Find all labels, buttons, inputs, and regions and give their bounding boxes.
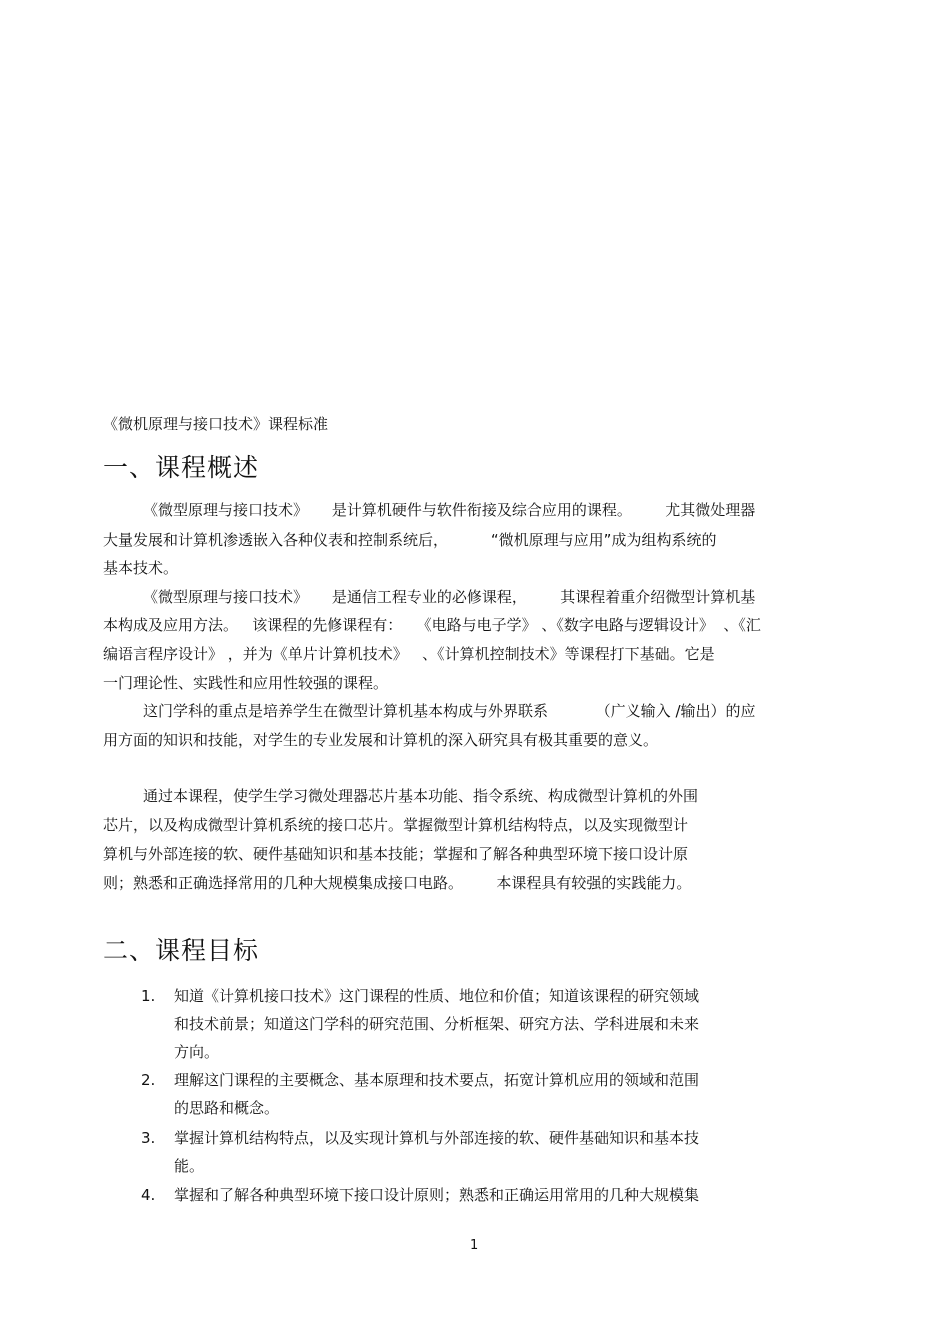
paragraph-line: 一门理论性、实践性和应用性较强的课程。: [103, 674, 389, 692]
paragraph-line: 芯片，以及构成微型计算机系统的接口芯片。掌握微型计算机结构特点，以及实现微型计: [103, 816, 689, 834]
section-heading-overview: 一、课程概述: [103, 453, 260, 482]
paragraph-line: 这门学科的重点是培养学生在微型计算机基本构成与外界联系 （广义输入 /输出）的应: [143, 702, 756, 720]
paragraph-line: 大量发展和计算机渗透嵌入各种仪表和控制系统后， “微机原理与应用”成为组构系统的: [103, 531, 717, 549]
page-number: 1: [470, 1238, 479, 1253]
document-title: 《微机原理与接口技术》课程标准: [103, 415, 329, 433]
list-item-line: 掌握计算机结构特点，以及实现计算机与外部连接的软、硬件基础知识和基本技: [174, 1129, 700, 1147]
list-item-number: 4.: [141, 1186, 156, 1204]
paragraph-line: 基本技术。: [103, 559, 179, 577]
list-item-line: 的思路和概念。: [174, 1099, 280, 1117]
list-item-number: 1.: [141, 987, 156, 1005]
list-item-number: 3.: [141, 1129, 156, 1147]
list-item-number: 2.: [141, 1071, 156, 1089]
list-item-line: 和技术前景；知道这门学科的研究范围、分析框架、研究方法、学科进展和未来: [174, 1015, 700, 1033]
paragraph-line: 则；熟悉和正确选择常用的几种大规模集成接口电路。 本课程具有较强的实践能力。: [103, 874, 692, 892]
paragraph-line: 算机与外部连接的软、硬件基础知识和基本技能；掌握和了解各种典型环境下接口设计原: [103, 845, 689, 863]
list-item-line: 知道《计算机接口技术》这门课程的性质、地位和价值；知道该课程的研究领域: [174, 987, 700, 1005]
paragraph-line: 《微型原理与接口技术》 是通信工程专业的必修课程， 其课程着重介绍微型计算机基: [143, 588, 756, 606]
list-item-line: 能。: [174, 1157, 205, 1175]
paragraph-line: 本构成及应用方法。 该课程的先修课程有： 《电路与电子学》 、《数字电路与逻辑设计》 、《汇: [103, 616, 761, 634]
list-item-line: 理解这门课程的主要概念、基本原理和技术要点，拓宽计算机应用的领域和范围: [174, 1071, 700, 1089]
section-heading-objectives: 二、课程目标: [103, 936, 260, 965]
paragraph-line: 编语言程序设计》 ，并为《单片计算机技术》 、《计算机控制技术》等课程打下基础。它是: [103, 645, 715, 663]
paragraph-line: 《微型原理与接口技术》 是计算机硬件与软件衔接及综合应用的课程。 尤其微处理器: [143, 501, 756, 519]
paragraph-line: 通过本课程，使学生学习微处理器芯片基本功能、指令系统、构成微型计算机的外围: [143, 787, 699, 805]
paragraph-line: 用方面的知识和技能，对学生的专业发展和计算机的深入研究具有极其重要的意义。: [103, 731, 659, 749]
list-item-line: 方向。: [174, 1043, 220, 1061]
list-item-line: 掌握和了解各种典型环境下接口设计原则；熟悉和正确运用常用的几种大规模集: [174, 1186, 700, 1204]
